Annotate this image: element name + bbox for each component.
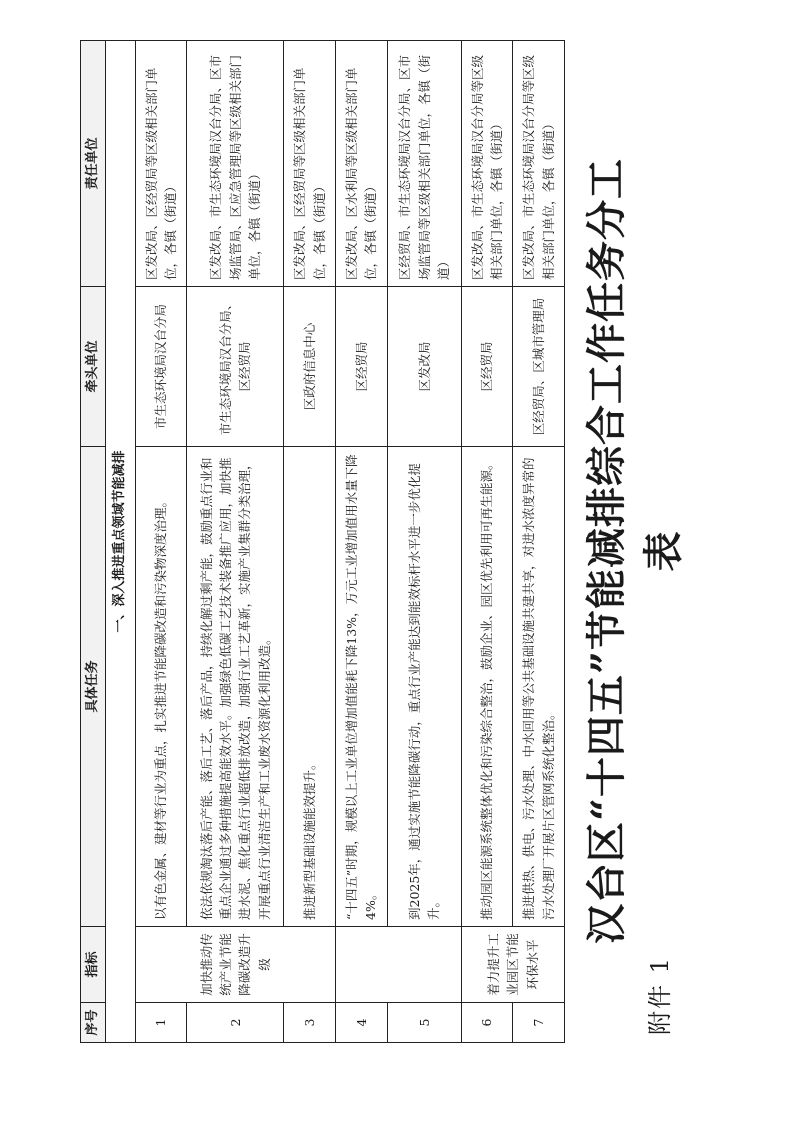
- responsible-cell: 区发改局、市生态环境局汉台分局、区市场监管局、区应急管理局等区级相关部门单位，各镇（街道）: [187, 41, 284, 287]
- lead-cell: 区发改局: [387, 287, 461, 447]
- table-row: [187, 41, 284, 1043]
- lead-cell: 区经贸局: [335, 287, 387, 447]
- header-responsible: 责任单位: [81, 41, 106, 287]
- lead-cell: 区政府信息中心: [284, 287, 336, 447]
- table-row: [461, 41, 513, 1043]
- header-index: 序号: [81, 1003, 106, 1043]
- table-row: [335, 41, 387, 1043]
- row-index: 1: [135, 1003, 187, 1043]
- responsible-cell: 区发改局、市生态环境局汉台分局等区级相关部门单位，各镇（街道）: [461, 41, 513, 287]
- task-cell: 以有色金属、建材等行业为重点，扎实推进节能降碳改造和污染物深度治理。: [135, 447, 187, 927]
- task-table: [80, 40, 565, 1043]
- row-index: 2: [187, 1003, 284, 1043]
- page-title: 汉台区“十四五”节能减排综合工作任务分工表: [583, 158, 687, 945]
- task-cell: 到2025年，通过实施节能降碳行动，重点行业产能达到能效标杆水平进一步优化提升。: [387, 447, 461, 927]
- row-index: 4: [335, 1003, 387, 1043]
- row-index: 5: [387, 1003, 461, 1043]
- responsible-cell: 区发改局、区经贸局等区级相关部门单位，各镇（街道）: [284, 41, 336, 287]
- indicator-cell: 加快推动传统产业节能降碳改造升级: [135, 927, 335, 1003]
- lead-cell: 市生态环境局汉台分局、区经贸局: [187, 287, 284, 447]
- task-cell: 依法依规淘汰落后产能、落后工艺、落后产品，持续化解过剩产能，鼓励重点行业和重点企业通过多种措施提高能效水平。加强绿色低碳工艺技术装备推广应用，加快推进水泥、焦化重点行业超低排放改造，加强行业工艺革新，实施产业集群分类治理，开展重点行业清洁生产和工业废水资源化利用改造。: [187, 447, 284, 927]
- table-row: [284, 41, 336, 1043]
- indicator-cell: 着力提升工业园区节能环保水平: [461, 927, 564, 1003]
- row-index: 6: [461, 1003, 513, 1043]
- row-index: 7: [513, 1003, 565, 1043]
- header-lead: 牵头单位: [81, 287, 106, 447]
- section-title: 一、深入推进重点领域节能减排: [106, 41, 136, 1043]
- task-cell: 推进新型基础设施能效提升。: [284, 447, 336, 927]
- header-indicator: 指标: [81, 927, 106, 1003]
- responsible-cell: 区发改局、区经贸局等区级相关部门单位，各镇（街道）: [135, 41, 187, 287]
- row-index: 3: [284, 1003, 336, 1043]
- task-cell: 推进供热、供电、污水处理、中水回用等公共基础设施共建共享，对进水浓度异常的污水处理厂开展片区管网系统化整治。: [513, 447, 565, 927]
- table-row: [135, 41, 187, 1043]
- indicator-cell: [335, 927, 461, 1003]
- table-row: [387, 41, 461, 1043]
- lead-cell: 市生态环境局汉台分局: [135, 287, 187, 447]
- attachment-label: 附件 1: [646, 956, 674, 1035]
- table-row: [513, 41, 565, 1043]
- header-task: 具体任务: [81, 447, 106, 927]
- table-header-row: [81, 41, 106, 1043]
- task-cell: 推动园区能源系统整体优化和污染综合整治，鼓励企业、园区优先利用可再生能源。: [461, 447, 513, 927]
- lead-cell: 区经贸局: [461, 287, 513, 447]
- responsible-cell: 区发改局、市生态环境局汉台分局等区级相关部门单位，各镇（街道）: [513, 41, 565, 287]
- lead-cell: 区经贸局、区城市管理局: [513, 287, 565, 447]
- task-cell: “十四五”时期，规模以上工业单位增加值能耗下降13%，万元工业增加值用水量下降4%。: [335, 447, 387, 927]
- responsible-cell: 区经贸局、市生态环境局汉台分局、区市场监管局等区级相关部门单位，各镇（街道）: [387, 41, 461, 287]
- responsible-cell: 区发改局、区水利局等区级相关部门单位，各镇（街道）: [335, 41, 387, 287]
- section-row: [106, 41, 136, 1043]
